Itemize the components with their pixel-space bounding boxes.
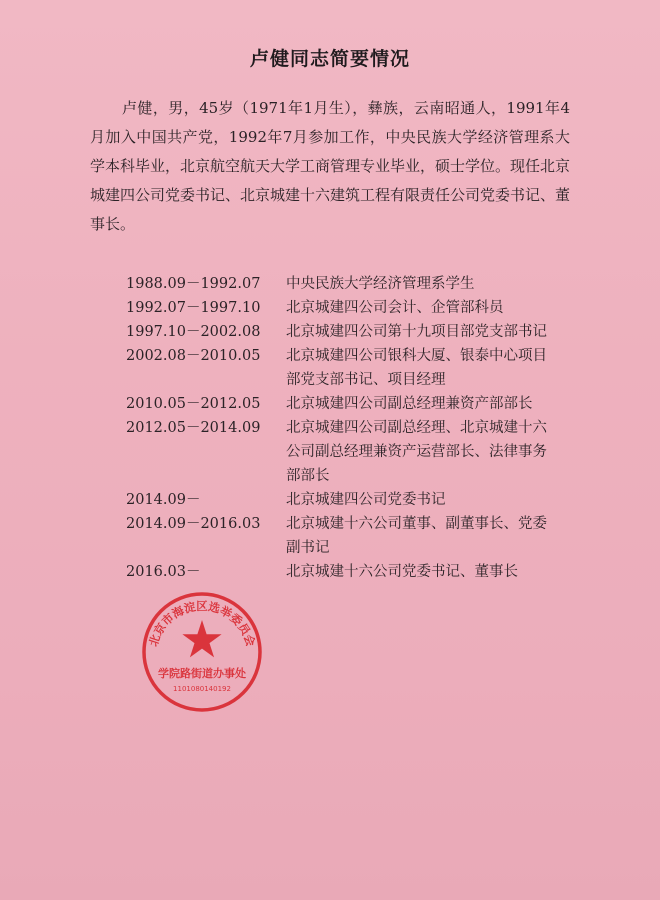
seal-serial-number: 1101080140192 bbox=[173, 685, 231, 693]
timeline-row bbox=[126, 272, 566, 296]
timeline-description: 北京城建十六公司董事、副董事长、党委副书记 bbox=[286, 516, 547, 556]
timeline-row bbox=[126, 392, 566, 416]
timeline-description: 北京城建四公司党委书记 bbox=[286, 492, 446, 508]
timeline-row bbox=[126, 488, 566, 512]
timeline-row bbox=[126, 296, 566, 320]
timeline-description: 北京城建十六公司党委书记、董事长 bbox=[286, 564, 518, 580]
official-seal-stamp bbox=[140, 590, 264, 714]
timeline-period: 1992.07－1997.10 bbox=[126, 300, 261, 316]
seal-arc-text: 北京市海淀区选举委员会 bbox=[146, 599, 258, 649]
timeline-description: 北京城建四公司第十九项目部党支部书记 bbox=[286, 324, 547, 340]
document-title: 卢健同志简要情况 bbox=[249, 48, 410, 70]
timeline-period: 2010.05－2012.05 bbox=[126, 396, 261, 412]
seal-inner-text: 学院路街道办事处 bbox=[158, 667, 246, 680]
timeline-description: 北京城建四公司银科大厦、银泰中心项目部党支部书记、项目经理 bbox=[286, 348, 547, 388]
timeline-row bbox=[126, 512, 566, 560]
timeline-description: 北京城建四公司会计、企管部科员 bbox=[286, 300, 504, 316]
seal-star-icon bbox=[182, 620, 221, 657]
career-timeline bbox=[126, 272, 566, 584]
timeline-description: 北京城建四公司副总经理、北京城建十六公司副总经理兼资产运营部长、法律事务部部长 bbox=[286, 420, 547, 484]
timeline-period: 2014.09－ bbox=[126, 492, 201, 508]
timeline-row bbox=[126, 344, 566, 392]
timeline-description: 中央民族大学经济管理系学生 bbox=[286, 276, 475, 292]
timeline-period: 2016.03－ bbox=[126, 564, 201, 580]
timeline-period: 1997.10－2002.08 bbox=[126, 324, 261, 340]
timeline-row bbox=[126, 560, 566, 584]
timeline-row bbox=[126, 416, 566, 488]
timeline-period: 2012.05－2014.09 bbox=[126, 420, 261, 436]
timeline-period: 1988.09－1992.07 bbox=[126, 276, 261, 292]
timeline-description: 北京城建四公司副总经理兼资产部部长 bbox=[286, 396, 533, 412]
intro-paragraph: 卢健，男，45岁（1971年1月生），彝族，云南昭通人，1991年4月加入中国共产党，1992年7月参加工作，中央民族大学经济管理系大学本科毕业，北京航空航天大学工商管理专业毕业，硕士学位。现任北京城建四公司党委书记、北京城建十六建筑工程有限责任公司党委书记、董事长。 bbox=[90, 99, 571, 233]
timeline-period: 2002.08－2010.05 bbox=[126, 348, 261, 364]
timeline-period: 2014.09－2016.03 bbox=[126, 516, 261, 532]
timeline-row bbox=[126, 320, 566, 344]
